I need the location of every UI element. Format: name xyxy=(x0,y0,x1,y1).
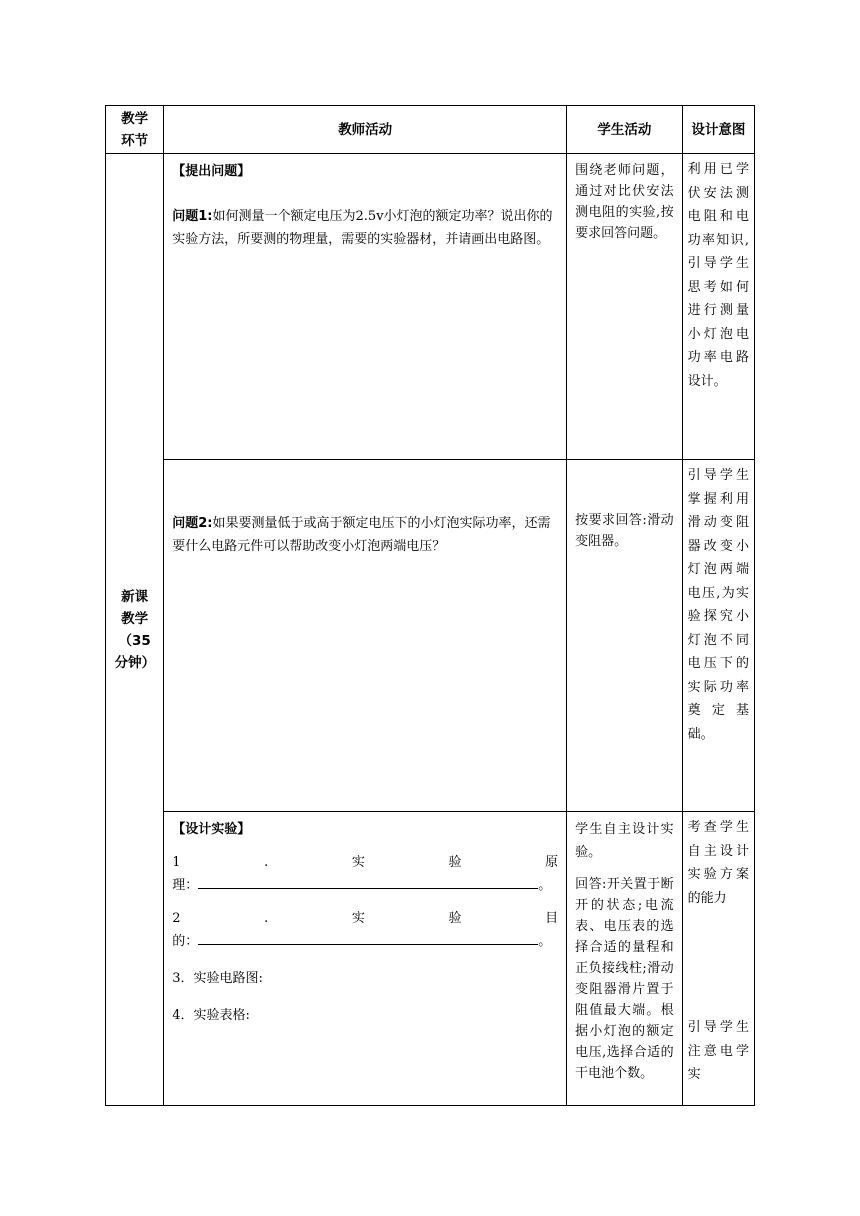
header-row xyxy=(106,106,755,154)
item-2-spread: 2 . 实 验 目 xyxy=(172,911,559,926)
student-cell-2: 按要求回答:滑动变阻器。 xyxy=(567,460,683,812)
intent-cell-1: 利用已学伏安法测电阻和电功率知识,引导学生思考如何进行测量小灯泡电功率电路设计。 xyxy=(682,154,754,460)
teacher-cell-1 xyxy=(164,154,567,460)
header-intent: 设计意图 xyxy=(682,106,754,154)
item-4: 4．实验表格: xyxy=(172,1008,250,1023)
teacher-cell-3 xyxy=(164,812,567,1106)
blank-line xyxy=(198,874,538,889)
section-heading: 【设计实验】 xyxy=(172,822,251,837)
blank-line xyxy=(198,930,538,945)
header-stage: 教学环节 xyxy=(106,106,164,154)
intent-cell-2: 引导学生掌握利用滑动变阻器改变小灯泡两端电压,为实验探究小灯泡不同电压下的实际功率奠定基础。 xyxy=(682,460,754,812)
student-cell-1: 围绕老师问题，通过对比伏安法测电阻的实验,按要求回答问题。 xyxy=(567,154,683,460)
question-2: 问题2:如果要测量低于或高于额定电压下的小灯泡实际功率，还需要什么电路元件可以帮助改变小灯泡两端电压？ xyxy=(172,516,551,554)
item-1-line: 理： 。 xyxy=(172,874,558,897)
section-heading: 【提出问题】 xyxy=(172,164,251,179)
item-2-line: 的： 。 xyxy=(172,930,558,953)
intent-cell-3: 考查学生自主设计实验方案的能力 引导学生注意电学实 xyxy=(682,812,754,1106)
student-cell-3: 学生自主设计实验。 回答:开关置于断开的状态;电流表、电压表的选择合适的量程和正负接线柱;滑动变阻器滑片置于阻值最大端。根据小灯泡的额定电压,选择合适的干电池个数。 xyxy=(567,812,683,1106)
teacher-cell-2 xyxy=(164,460,567,812)
question-1: 问题1:如何测量一个额定电压为2.5v小灯泡的额定功率？说出你的实验方法，所要测的物理量，需要的实验器材，并请画出电路图。 xyxy=(172,209,553,247)
header-student: 学生活动 xyxy=(567,106,683,154)
lesson-plan-table xyxy=(105,105,755,1106)
item-1-spread: 1 . 实 验 原 xyxy=(172,855,559,870)
header-teacher: 教师活动 xyxy=(164,106,567,154)
stage-cell: 新课教学（35分钟） xyxy=(106,154,164,1106)
row-question-1 xyxy=(106,154,755,460)
row-design-experiment xyxy=(106,812,755,1106)
item-3: 3．实验电路图: xyxy=(172,971,263,986)
row-question-2 xyxy=(106,460,755,812)
